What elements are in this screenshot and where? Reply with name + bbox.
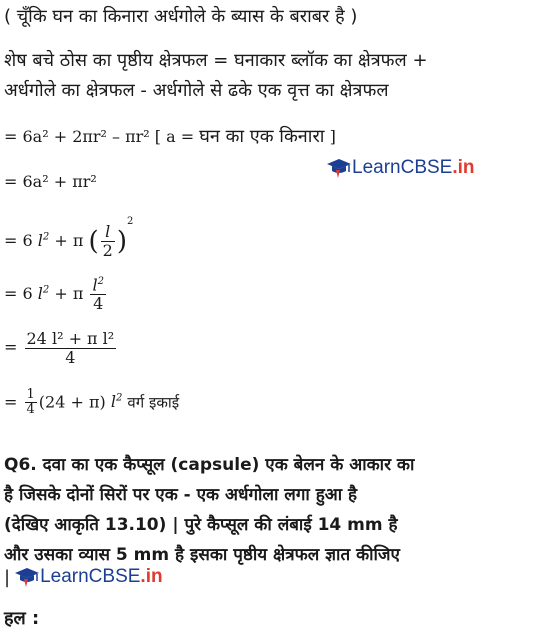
equation-6-numerator: 1 [26,387,35,402]
graduation-cap-icon [326,157,352,179]
equation-4-numerator: $l^2$ [92,275,104,295]
question-6-line-2: है जिसके दोनों सिरों पर एक - एक अर्धगोला लगा हुआ है [4,485,358,505]
equation-3-fraction [101,223,115,259]
equation-1-end: ] [329,127,336,146]
logo-tld-text: .in [452,157,475,178]
text-line-3: अर्धगोले का क्षेत्रफल - अर्धगोले से ढके एक वृत्त का क्षेत्रफल [4,80,389,101]
equation-5 [4,330,118,366]
graduation-cap-icon [14,566,40,588]
learncbse-logo[interactable] [326,157,475,179]
equation-3-exponent: 2 [126,216,134,227]
equation-6 [4,388,179,418]
equation-3-denominator: 2 [102,241,113,260]
right-paren: ) [116,226,127,257]
equation-6-unit: वर्ग इकाई [127,393,180,412]
solution-label: हल : [4,608,40,629]
equation-4-prefix: = 6 [4,283,33,303]
equation-4-denominator: 4 [93,293,104,313]
equation-2: = 6a² + πr² [4,172,97,191]
equation-3 [4,216,133,260]
logo-brand-text: LearnCBSE [40,566,141,587]
question-6-line-3: (देखिए आकृति 13.10) | पुरे कैप्सूल की लंबाई 14 mm है [4,515,398,535]
equation-5-fraction [25,330,117,366]
equals-sign: = [4,337,18,357]
text-line-2: शेष बचे ठोस का पृष्ठीय क्षेत्रफल = घनाकार ब्लॉक का क्षेत्रफल + [4,50,428,71]
equation-3-prefix: = 6 [4,231,33,250]
equation-6-denominator: 4 [26,402,35,418]
question-6-line-1: Q6. दवा का एक कैप्सूल (capsule) एक बेलन के आकार का [4,455,415,475]
equation-5-numerator: 24 l² + π l² [26,329,115,348]
equation-3-var: $l^2$ [37,231,50,250]
question-6-line-5 [4,566,163,588]
equation-6-body: (24 + π) [38,392,106,412]
equation-1-math: = 6a² + 2πr² – πr² [ a = [4,127,195,146]
equation-3-pi: + π [54,231,84,250]
equation-1 [4,124,336,148]
equation-1-hindi: घन का एक किनारा [199,126,325,147]
equation-6-var: $l^2$ [110,392,123,412]
left-paren: ( [88,226,99,257]
equation-5-denominator: 4 [65,347,76,367]
equation-4-var: $l^2$ [37,283,50,303]
equation-4-fraction [90,276,106,313]
question-6-line-4: और उसका व्यास 5 mm है इसका पृष्ठीय क्षेत्रफल ज्ञात कीजिए [4,545,400,565]
learncbse-logo-inline[interactable] [14,566,163,588]
logo-brand-text: LearnCBSE [352,157,453,178]
equation-3-numerator: l [101,223,115,242]
pipe-mark: | [4,566,11,588]
equation-6-fraction [25,388,37,418]
equation-4 [4,276,108,313]
equation-4-pi: + π [54,283,84,303]
logo-tld-text: .in [140,566,163,587]
equals-sign: = [4,392,18,412]
text-line-1: ( चूँकि घन का किनारा अर्धगोले के ब्यास के बराबर है ) [4,6,358,27]
